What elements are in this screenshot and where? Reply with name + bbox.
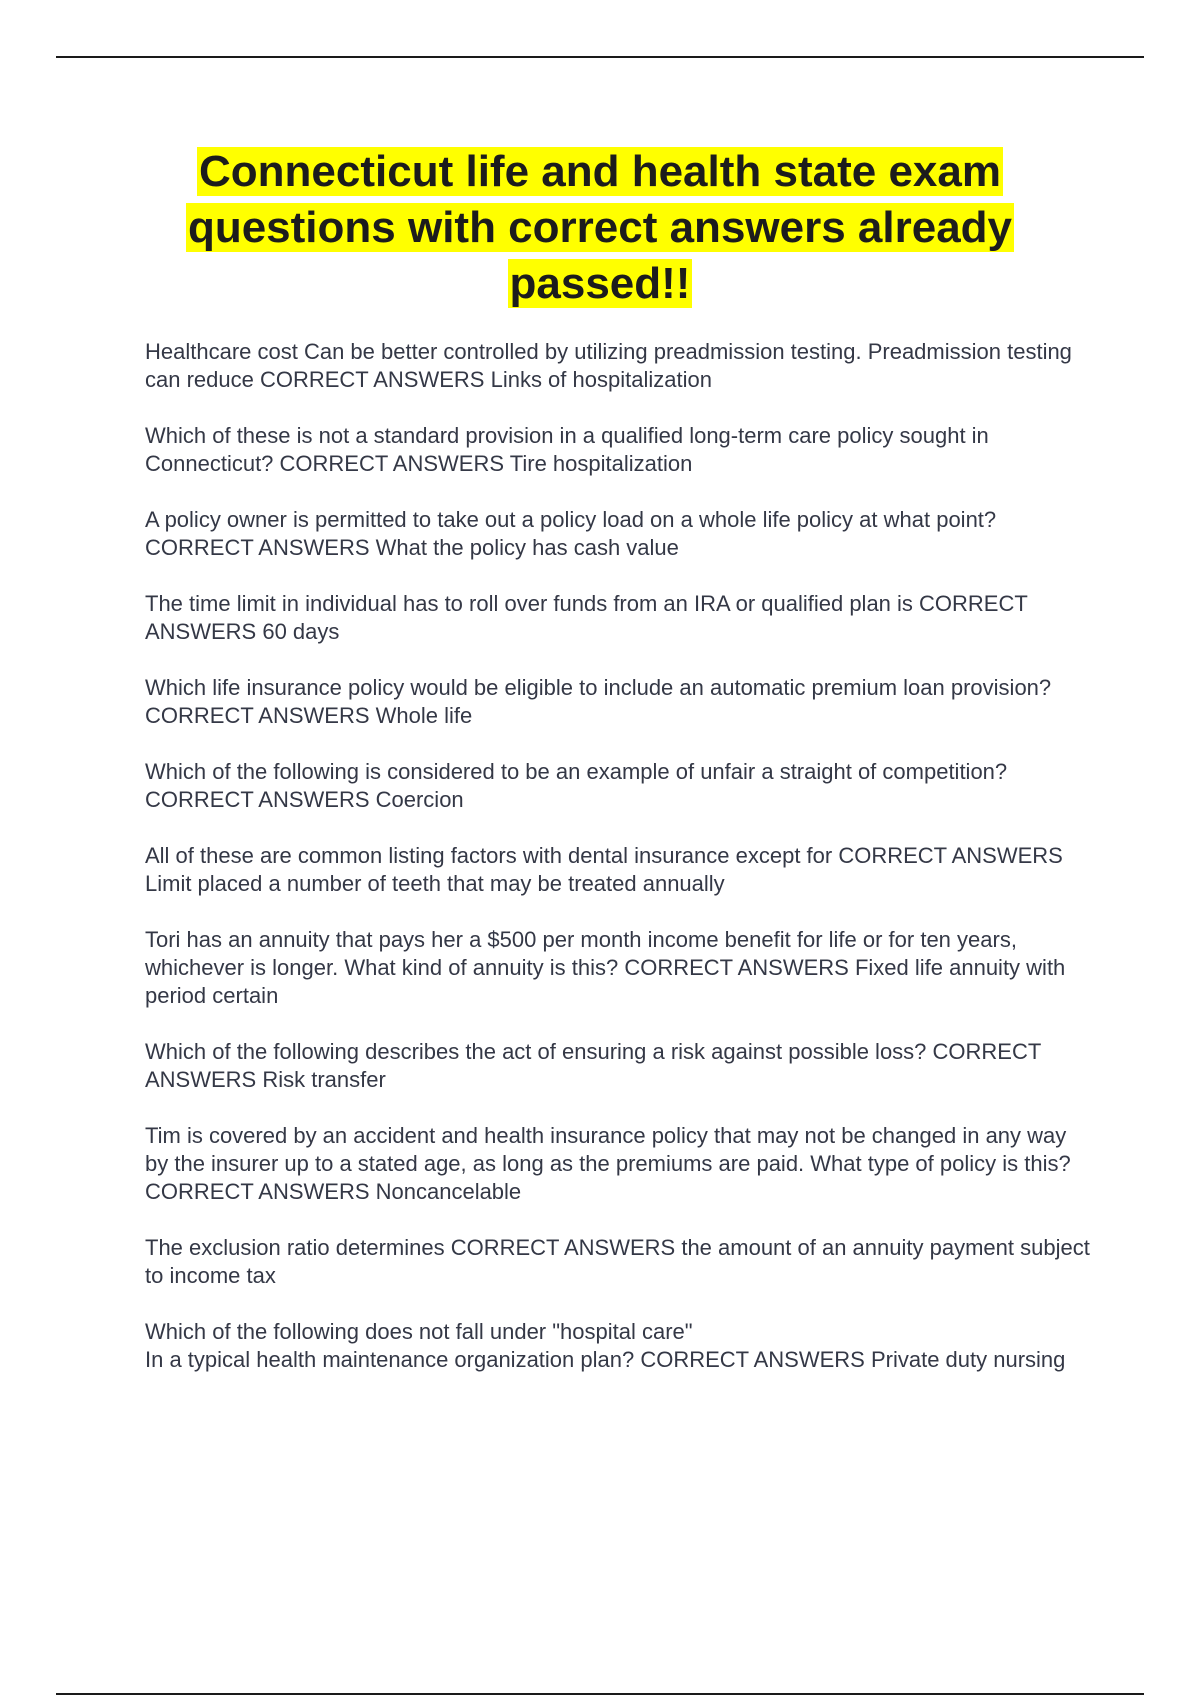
qa-item: The time limit in individual has to roll over funds from an IRA or qualified plan is CORRECT ANSWERS 60 days	[145, 591, 1028, 644]
qa-item: Which of the following describes the act of ensuring a risk against possible loss? CORRECT ANSWERS Risk transfer	[145, 1039, 1041, 1092]
qa-item: Which of the following is considered to be an example of unfair a straight of competition? CORRECT ANSWERS Coercion	[145, 759, 1008, 812]
title-block	[100, 144, 1100, 312]
qa-item: Tim is covered by an accident and health insurance policy that may not be changed in any way by the insurer up to a stated age, as long as the premiums are paid. What type of policy is this? CORRECT ANSWERS Noncancelable	[145, 1123, 1071, 1204]
qa-item: A policy owner is permitted to take out a policy load on a whole life policy at what point? CORRECT ANSWERS What the policy has cash value	[145, 507, 997, 560]
qa-item: Healthcare cost Can be better controlled by utilizing preadmission testing. Preadmission testing can reduce CORRECT ANSWERS Links of hospitalization	[145, 339, 1072, 392]
qa-list	[145, 338, 1095, 1402]
bottom-rule	[56, 1693, 1144, 1695]
qa-item: The exclusion ratio determines CORRECT ANSWERS the amount of an annuity payment subject to income tax	[145, 1235, 1090, 1288]
qa-item: All of these are common listing factors with dental insurance except for CORRECT ANSWERS Limit placed a number of teeth that may be treated annually	[145, 843, 1063, 896]
qa-item: Tori has an annuity that pays her a $500 per month income benefit for life or for ten years, whichever is longer. What kind of annuity is this? CORRECT ANSWERS Fixed life annuity with period certain	[145, 927, 1066, 1008]
qa-item: Which life insurance policy would be eligible to include an automatic premium loan provision? CORRECT ANSWERS Whole life	[145, 675, 1052, 728]
qa-item: Which of the following does not fall under "hospital care" In a typical health maintenance organization plan? CORRECT ANSWERS Private duty nursing	[145, 1319, 1066, 1372]
top-rule	[56, 56, 1144, 58]
qa-item: Which of these is not a standard provision in a qualified long-term care policy sought in Connecticut? CORRECT ANSWERS Tire hospitalization	[145, 423, 989, 476]
document-title: Connecticut life and health state exam questions with correct answers already passed!!	[187, 147, 1013, 308]
